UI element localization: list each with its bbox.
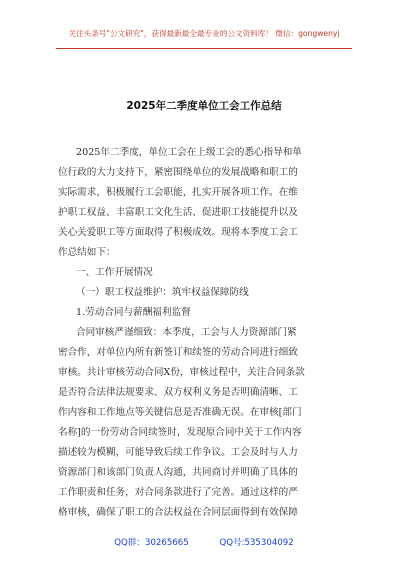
paragraph-line: 作内容和工作地点等关键信息是否准确无误。在审核[部门: [58, 407, 302, 418]
paragraph-line: 位行政的大力支持下，紧密围绕单位的发展战略和职工的: [58, 167, 298, 178]
paragraph-line: 资源部门和该部门负责人沟通，共同商讨并明确了具体的: [58, 467, 298, 478]
paragraph-line: 密合作，对单位内所有新签订和续签的劳动合同进行细致: [58, 347, 298, 358]
item-heading: 1.劳动合同与薪酬福利监督: [76, 307, 191, 318]
paragraph-line: 护职工权益、丰富职工文化生活、促进职工技能提升以及: [58, 207, 298, 218]
footer-contact: [0, 536, 408, 548]
footer-qq-number: QQ号:535304092: [219, 538, 294, 548]
subsection-heading: （一）职工权益维护：筑牢权益保障防线: [76, 287, 249, 298]
document-title: 2025年二季度单位工会工作总结: [126, 100, 282, 112]
section-heading: 一、工作开展情况: [76, 267, 153, 278]
paragraph-line: 是否符合法律法规要求、双方权利义务是否明确清晰、工: [58, 387, 298, 398]
paragraph-line: 关心关爱职工等方面取得了积极成效。现将本季度工会工: [58, 227, 298, 238]
paragraph-line: 名称]的一份劳动合同续签时，发现原合同中关于工作内容: [58, 427, 302, 438]
paragraph-line: 2025年二季度，单位工会在上级工会的悉心指导和单: [76, 147, 302, 158]
paragraph-line: 工作职责和任务，对合同条款进行了完善。通过这样的严: [58, 487, 298, 498]
paragraph-line: 合同审核严谨细致：本季度，工会与人力资源部门紧: [76, 327, 297, 338]
paragraph-line: 审核。共计审核劳动合同X份，审核过程中，关注合同条款: [58, 367, 305, 378]
paragraph-line: 描述较为模糊，可能导致后续工作争议。工会及时与人力: [58, 447, 298, 458]
header-divider: [56, 48, 352, 49]
paragraph-line: 格审核，确保了职工的合法权益在合同层面得到有效保障: [58, 507, 298, 518]
footer-qq-group: QQ群：30265665: [114, 538, 189, 548]
paragraph-line: 实际需求，积极履行工会职能，扎实开展各项工作。在维: [58, 187, 298, 198]
header-banner: 关注头条号"公文研究"，获得最新最全最专业的公文资料库！ 微信：gongwenyj: [68, 29, 340, 38]
paragraph-line: 作总结如下：: [58, 247, 116, 258]
